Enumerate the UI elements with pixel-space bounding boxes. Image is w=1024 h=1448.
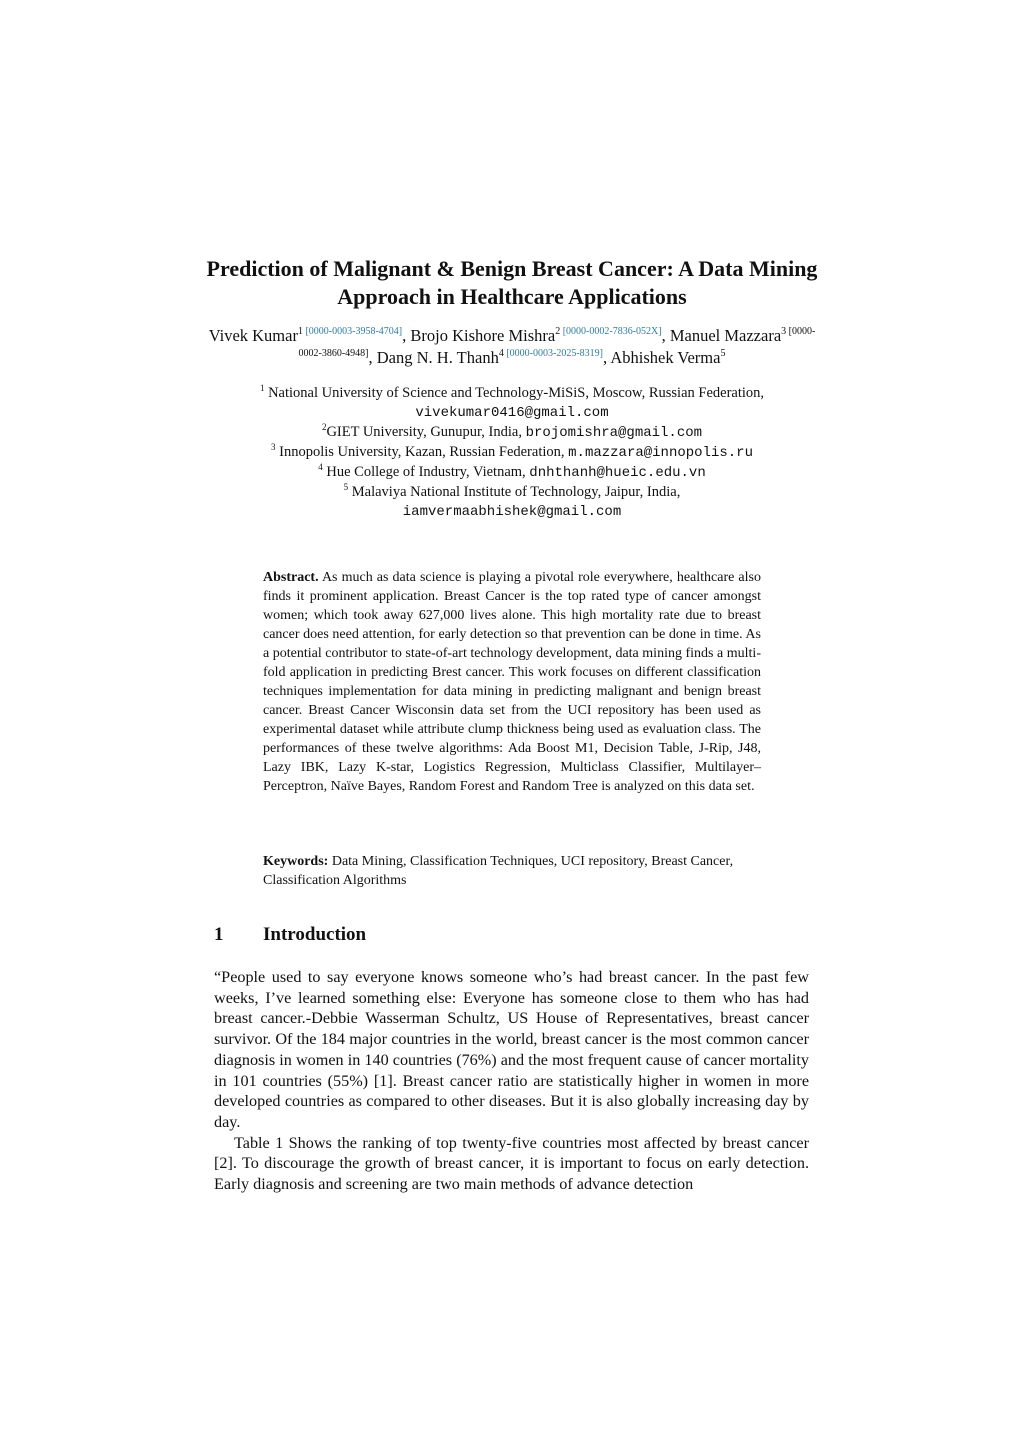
affiliation-email[interactable]: m.mazzara@innopolis.ru xyxy=(568,445,753,461)
author-orcid[interactable]: [0000-0002-7836-052X] xyxy=(562,326,662,337)
author-affil-marker: 4 xyxy=(498,348,504,359)
author-orcid[interactable]: [0000-0003-3958-4704] xyxy=(305,326,403,337)
author-affil-marker: 3 xyxy=(781,326,787,337)
affiliation-marker: 4 xyxy=(318,462,323,472)
author-affil-marker: 5 xyxy=(720,348,726,359)
keywords-text: Data Mining, Classification Techniques, UCI repository, Breast Cancer, Classification Algorithms xyxy=(263,854,734,888)
keywords xyxy=(263,852,761,890)
affiliation-text: Malaviya National Institute of Technology, Jaipur, India, xyxy=(351,484,681,500)
author-name: Dang N. H. Thanh xyxy=(376,348,499,367)
author-affil-marker: 1 xyxy=(297,326,303,337)
affiliation-marker: 2 xyxy=(321,422,327,432)
author-orcid[interactable]: [0000-0003-2025-8319] xyxy=(506,348,603,359)
affiliation-email[interactable]: dnhthanh@hueic.edu.vn xyxy=(529,465,706,481)
abstract-label: Abstract. xyxy=(263,570,319,585)
author-name: Abhishek Verma xyxy=(610,348,721,367)
abstract-text: As much as data science is playing a pivotal role everywhere, healthcare also finds it prominent application. Breast Cancer is the top rated type of cancer amongst women; which took away 627,000 lives alone. This high mortality rate due to breast cancer does need attention, for early detection so that prevention can be done in time. As a potential contributor to state-of-art technology development, data mining finds a multi-fold application in predicting Brest cancer. This work focuses on different classification techniques implementation for data mining in predicting malignant and benign breast cancer. Breast Cancer Wisconsin data set from the UCI repository has been used as experimental dataset while attribute clump thickness being used as evaluation class. The performances of these twelve algorithms: Ada Boost M1, Decision Table, J-Rip, J48, Lazy IBK, Lazy K-star, Logistics Regression, Multiclass Classifier, Multilayer–Perceptron, Naïve Bayes, Random Forest and Random Tree is analyzed on this data set. xyxy=(263,570,761,794)
affiliation-text: GIET University, Gunupur, India, xyxy=(326,424,522,440)
affiliation-marker: 1 xyxy=(259,383,265,393)
author-affil-marker: 2 xyxy=(555,326,561,337)
affiliation-email[interactable]: vivekumar0416@gmail.com xyxy=(415,405,609,421)
paragraph: “People used to say everyone knows someone who’s had breast cancer. In the past few weeks, I’ve learned something else: Everyone has someone close to them who has had breast cancer.-Debbie Wasserman Schultz, US House of Representatives, breast cancer survivor. Of the 184 major countries in the world, breast cancer is the most common cancer diagnosis in women in 140 countries (76%) and the most frequent cause of cancer mortality in 101 countries (55%) [1]. Breast cancer ratio are statistically higher in women in more developed countries as compared to other diseases. But it is also globally increasing day by day. xyxy=(214,968,809,1131)
body-text xyxy=(214,967,809,1195)
affiliation-text: National University of Science and Technology-MiSiS, Moscow, Russian Federation, xyxy=(268,385,765,401)
author-list: Vivek Kumar$^1$ [0000-0003-3958-4704], Brojo Kishore Mishra$^2$ [0000-0002-7836-052X], Manuel Mazzara$^3$ [0000-0002-3860-4948], Dang N. H. Thanh$^4$ [0000-0003-2025-8319], Abhishek Verma$^5$ xyxy=(208,326,816,367)
affiliation-item xyxy=(200,463,824,483)
paper-title: Prediction of Malignant & Benign Breast Cancer: A Data Mining Approach in Healthcare Applications xyxy=(206,256,818,309)
affiliation-item xyxy=(200,483,824,522)
author-name: Brojo Kishore Mishra xyxy=(410,326,556,345)
affiliation-marker: 5 xyxy=(343,482,349,492)
author-name: Vivek Kumar xyxy=(208,326,298,345)
abstract xyxy=(263,568,761,796)
section-title: Introduction xyxy=(263,924,367,945)
author-orcid: [0000-0002-3860-4948] xyxy=(298,326,816,359)
affiliation-text: Hue College of Industry, Vietnam, xyxy=(326,464,526,480)
affiliation-item xyxy=(200,443,824,463)
keywords-label: Keywords: xyxy=(263,854,329,869)
paragraph: Table 1 Shows the ranking of top twenty-five countries most affected by breast cancer [2]. To discourage the growth of breast cancer, it is important to focus on early detection. Early diagnosis and screening are two main methods of advance detection xyxy=(214,1133,809,1194)
affiliation-text: Innopolis University, Kazan, Russian Federation, xyxy=(279,444,565,460)
affiliation-email[interactable]: brojomishra@gmail.com xyxy=(525,425,703,441)
author-name: Manuel Mazzara xyxy=(669,326,782,345)
section-heading xyxy=(214,923,614,947)
affiliation-item xyxy=(200,384,824,423)
affiliation-marker: 3 xyxy=(271,442,276,452)
affiliation-item xyxy=(200,423,824,443)
section-number: 1 xyxy=(214,924,224,945)
affiliation-email[interactable]: iamvermaabhishek@gmail.com xyxy=(402,504,622,520)
affiliation-list xyxy=(200,384,824,522)
